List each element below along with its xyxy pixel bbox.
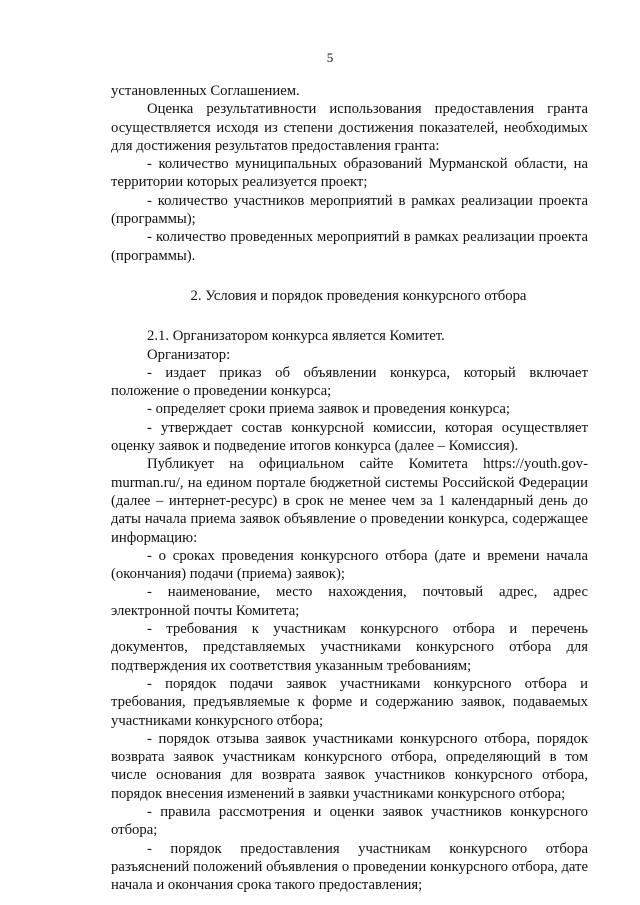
list-item: - количество участников мероприятий в рамках реализации проекта (программы); [111, 192, 588, 228]
list-item: - требования к участникам конкурсного отбора и перечень документов, представляемых участниками конкурсного отбора для подтверждения их соответствия указанным требованиям; [111, 621, 588, 674]
list-item: - порядок предоставления участникам конкурсного отбора разъяснений положений объявления о проведении конкурсного отбора, дате начала и окончания срока такого предоставления; [111, 840, 588, 894]
page-number: 5 [326, 50, 334, 65]
list-item: - определяет сроки приема заявок и проведения конкурса; [147, 401, 510, 418]
document-body [111, 82, 588, 894]
paragraph: Публикует на официальном сайте Комитета https://youth.gov-murman.ru/, на едином портале бюджетной системы Российской Федерации (далее – интернет-ресурс) в срок не менее чем за 1 календарный день до даты начала приема заявок объявление о проведении конкурса, содержащее информацию: [111, 456, 588, 546]
paragraph: Организатор: [147, 346, 231, 363]
list-item: - утверждает состав конкурсной комиссии, которая осуществляет оценку заявок и подведение итогов конкурса (далее – Комиссия). [111, 419, 588, 455]
list-item: - наименование, место нахождения, почтовый адрес, адрес электронной почты Комитета; [111, 584, 588, 619]
paragraph: 2.1. Организатором конкурса является Комитет. [147, 328, 445, 345]
list-item: - о сроках проведения конкурсного отбора (дате и времени начала (окончания) подачи (приема) заявок); [111, 547, 588, 583]
list-item: - издает приказ об объявлении конкурса, который включает положение о проведении конкурса; [111, 364, 588, 400]
section-heading: 2. Условия и порядок проведения конкурсного отбора [190, 287, 527, 304]
list-item: - порядок отзыва заявок участниками конкурсного отбора, порядок возврата заявок участникам конкурсного отбора, определяющий в том числе основания для возврата заявок участников конкурсного отбора, порядок внесения изменений в заявки участниками конкурсного отбора; [111, 730, 588, 802]
list-item: - количество проведенных мероприятий в рамках реализации проекта (программы). [111, 229, 588, 264]
list-item: - количество муниципальных образований Мурманской области, на территории которых реализуется проект; [111, 156, 588, 191]
paragraph: установленных Соглашением. [111, 83, 300, 99]
list-item: - правила рассмотрения и оценки заявок участников конкурсного отбора; [111, 803, 588, 839]
list-item: - порядок подачи заявок участниками конкурсного отбора и требования, предъявляемые к форме и содержанию заявок, подаваемых участниками конкурсного отбора; [111, 675, 588, 729]
paragraph: Оценка результативности использования предоставления гранта осуществляется исходя из степени достижения показателей, необходимых для достижения результатов предоставления гранта: [111, 101, 588, 154]
